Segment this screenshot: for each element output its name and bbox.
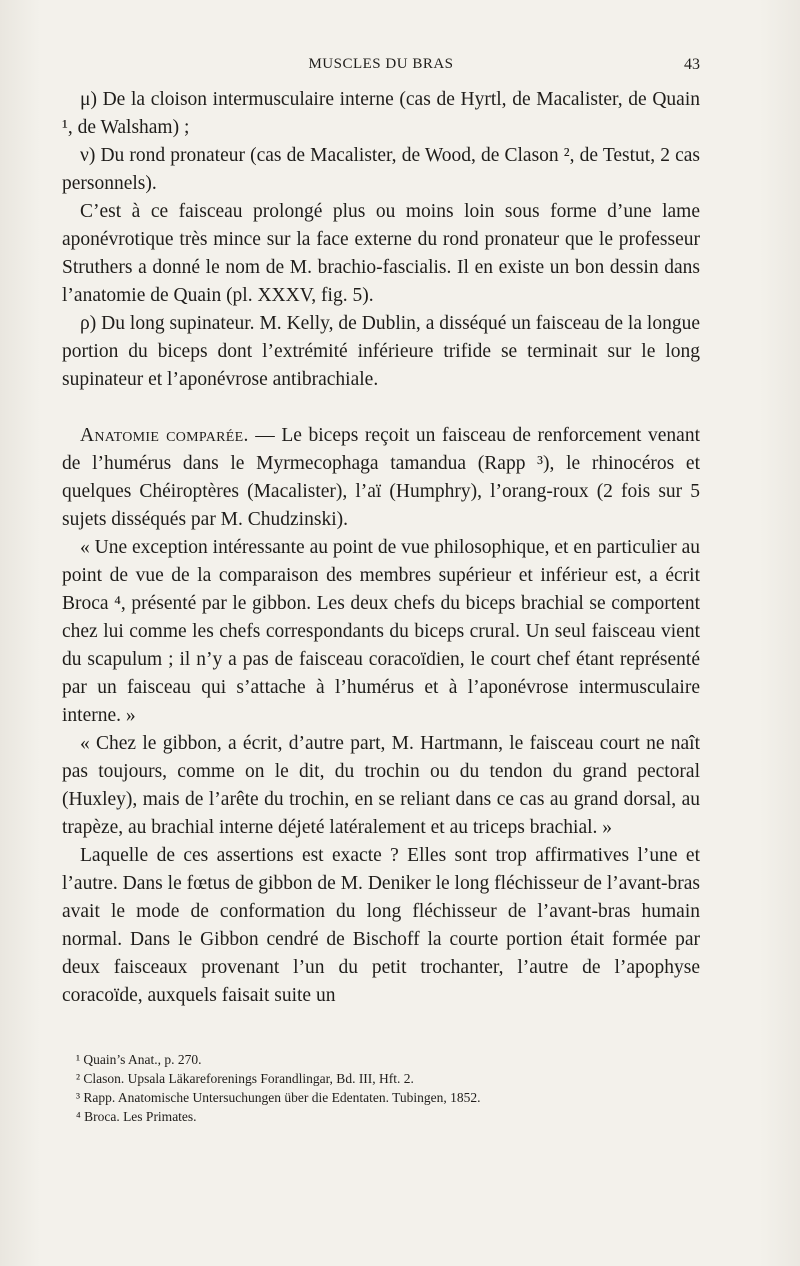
- paragraph-broca-quote: « Une exception intéressante au point de vue philosophique, et en particulier au point de vue de la comparaison des membres supérieur et inférieur est, a écrit Broca ⁴, présenté par le gibbon. Les deux chefs du biceps brachial se comportent chez lui comme les chefs correspondants du biceps crural. Un seul faisceau vient du scapulum ; il n’y a pas de faisceau coracoïdien, le court chef étant représenté par un faisceau qui s’attache à l’humérus et à l’aponévrose intermusculaire interne. »: [62, 537, 701, 726]
- section-text: — Le biceps reçoit un faisceau de renforcement venant de l’humérus dans le Myrmecophaga tamandua (Rapp ³), le rhinocéros et quelques Chéiroptères (Macalister), l’aï (Humphry), l’orang-roux (2 fois sur 5 sujets disséqués par M. Chudzinski).: [62, 425, 701, 530]
- page-header: [62, 52, 700, 82]
- paragraph-nu: ν) Du rond pronateur (cas de Macalister, de Wood, de Clason ², de Testut, 2 cas personnels).: [62, 145, 700, 194]
- page-number: 43: [684, 56, 700, 73]
- section-gap: [62, 394, 700, 422]
- footnote-4: ⁴ Broca. Les Primates.: [76, 1109, 197, 1124]
- footnote-3: ³ Rapp. Anatomische Untersuchungen über die Edentaten. Tubingen, 1852.: [76, 1090, 481, 1105]
- footnote-2: ² Clason. Upsala Läkareforenings Forandlingar, Bd. III, Hft. 2.: [76, 1071, 414, 1086]
- body-text: [62, 86, 700, 1010]
- footnotes: [62, 1050, 700, 1126]
- section-label: Anatomie comparée.: [80, 425, 249, 446]
- paragraph-anatomie-comparee: [62, 422, 700, 534]
- paragraph-rho: ρ) Du long supinateur. M. Kelly, de Dublin, a disséqué un faisceau de la longue portion du biceps dont l’extrémité inférieure trifide se terminait sur le long supinateur et l’aponévrose antibrachiale.: [62, 313, 700, 390]
- paragraph-hartmann-quote: « Chez le gibbon, a écrit, d’autre part, M. Hartmann, le faisceau court ne naît pas toujours, comme on le dit, du trochin ou du tendon du grand pectoral (Huxley), mais de l’arête du trochin, en se reliant dans ce cas au grand dorsal, au trapèze, au brachial interne déjeté latéralement et au triceps brachial. »: [62, 733, 700, 838]
- paragraph-brachio-fascialis: C’est à ce faisceau prolongé plus ou moins loin sous forme d’une lame aponévrotique très mince sur la face externe du rond pronateur que le professeur Struthers a donné le nom de M. brachio-fascialis. Il en existe un bon dessin dans l’anatomie de Quain (pl. XXXV, fig. 5).: [62, 201, 700, 306]
- paragraph-mu: μ) De la cloison intermusculaire interne (cas de Hyrtl, de Macalister, de Quain ¹, de Walsham) ;: [62, 89, 700, 138]
- paragraph-assertions: Laquelle de ces assertions est exacte ? Elles sont trop affirmatives l’une et l’autre. Dans le fœtus de gibbon de M. Deniker le long fléchisseur de l’avant-bras avait le mode de conformation du long fléchisseur de l’avant-bras humain normal. Dans le Gibbon cendré de Bischoff la courte portion était formée par deux faisceaux provenant l’un du petit trochanter, l’autre de l’apophyse coracoïde, auxquels faisait suite un: [62, 845, 700, 1006]
- running-title: MUSCLES DU BRAS: [308, 56, 454, 72]
- footnote-1: ¹ Quain’s Anat., p. 270.: [76, 1052, 202, 1067]
